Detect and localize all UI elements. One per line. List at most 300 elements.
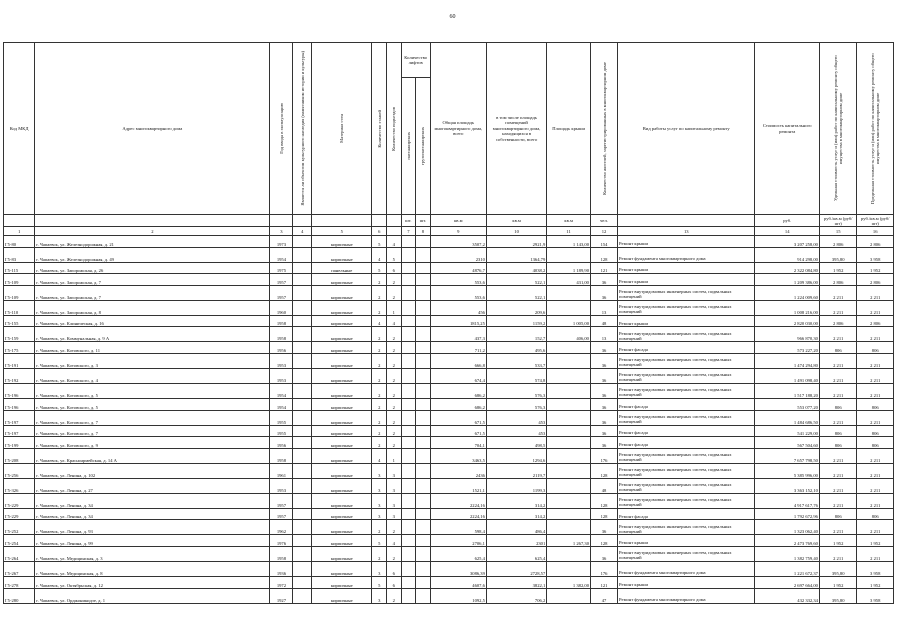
cell-work: Ремонт крыши (618, 262, 755, 274)
cell-address: г. Чапаевск, ул. Железнодорожная, д. 49 (35, 247, 270, 262)
cell-year: 1953 (270, 368, 293, 383)
cell-area-premises: 625,4 (486, 546, 546, 561)
cell-limit-cost: 2 806 (857, 315, 894, 327)
cell-unit-cost: 806 (819, 437, 856, 449)
table-body (4, 236, 894, 604)
cell-floors: 2 (372, 437, 387, 449)
cell-address: г. Чапаевск, ул. Котовского, д. 3 (35, 353, 270, 368)
cell-area-total: 598,4 (430, 520, 486, 535)
cell-area-premises: 522,1 (486, 285, 546, 300)
cell-code: Г5-80 (4, 236, 35, 248)
column-number: 10 (486, 227, 546, 236)
cell-entrances: 3 (387, 478, 402, 493)
cell-unit-cost: 806 (819, 508, 856, 520)
cell-entrances: 2 (387, 327, 402, 342)
cell-address: г. Чапаевск, ул. Запорожская, д. 7 (35, 274, 270, 286)
cell-residents: 48 (590, 478, 617, 493)
cell-entrances: 2 (387, 520, 402, 535)
cell-lifts-passenger (401, 546, 416, 561)
table-row (4, 342, 894, 354)
cell-work: Ремонт внутридомовых инженерных систем, подвальных помещений (618, 478, 755, 493)
cell-entrances: 3 (387, 493, 402, 508)
cell-code: Г5-199 (4, 437, 35, 449)
cell-area-premises: 453 (486, 410, 546, 425)
column-number: 11 (547, 227, 591, 236)
cell-cost: 2 322 084,80 (755, 262, 820, 274)
cell-unit-cost: 395,80 (819, 588, 856, 603)
cell-heritage (293, 493, 312, 508)
cell-code: Г5-159 (4, 327, 35, 342)
cell-floors: 3 (372, 561, 387, 576)
cell-wall: кирпичные (312, 247, 372, 262)
cell-wall: кирпичные (312, 285, 372, 300)
cell-limit-cost: 2 211 (857, 463, 894, 478)
cell-address: г. Чапаевск, ул. Ленина, д. 27 (35, 478, 270, 493)
header-cost: Стоимость капитального ремонта (755, 43, 820, 215)
cell-floors: 3 (372, 508, 387, 520)
table-row (4, 535, 894, 547)
cell-address: г. Чапаевск, ул. Котовского, д. 4 (35, 368, 270, 383)
cell-work: Ремонт внутридомовых инженерных систем, подвальных помещений (618, 300, 755, 315)
cell-lifts-passenger (401, 520, 416, 535)
cell-year: 1954 (270, 383, 293, 398)
table-row (4, 285, 894, 300)
cell-limit-cost: 806 (857, 342, 894, 354)
cell-heritage (293, 327, 312, 342)
table-row (4, 315, 894, 327)
cell-area-total: 3463,5 (430, 448, 486, 463)
cell-entrances: 2 (387, 398, 402, 410)
cell-residents: 128 (590, 463, 617, 478)
cell-wall: кирпичные (312, 448, 372, 463)
column-number: 12 (590, 227, 617, 236)
cell-year: 1936 (270, 561, 293, 576)
cell-floors: 2 (372, 520, 387, 535)
cell-lifts-cargo (416, 493, 431, 508)
cell-code: Г5-109 (4, 274, 35, 286)
cell-code: Г5-192 (4, 368, 35, 383)
cell-limit-cost: 1 952 (857, 535, 894, 547)
table-row (4, 327, 894, 342)
cell-address: г. Чапаевск, ул. Запорожская, д. 7 (35, 285, 270, 300)
cell-unit-cost: 2 211 (819, 463, 856, 478)
cell-floors: 2 (372, 342, 387, 354)
cell-residents: 36 (590, 368, 617, 383)
cell-floors: 4 (372, 247, 387, 262)
cell-lifts-cargo (416, 463, 431, 478)
column-number: 5 (312, 227, 372, 236)
cell-lifts-cargo (416, 274, 431, 286)
cell-year: 1961 (270, 463, 293, 478)
cell-residents: 36 (590, 410, 617, 425)
cell-cost: 1 221 672,37 (755, 561, 820, 576)
cell-wall: панельные (312, 262, 372, 274)
cell-cost: 5 385 996,00 (755, 463, 820, 478)
cell-heritage (293, 410, 312, 425)
cell-wall: кирпичные (312, 342, 372, 354)
cell-lifts-passenger (401, 353, 416, 368)
cell-work: Ремонт крыши (618, 535, 755, 547)
cell-area-total: 437,3 (430, 327, 486, 342)
cell-work: Ремонт крыши (618, 576, 755, 588)
cell-address: г. Чапаевск, ул. Орджоникидзе, д. 1 (35, 588, 270, 603)
cell-work: Ремонт внутридомовых инженерных систем, подвальных помещений (618, 327, 755, 342)
column-number (387, 227, 402, 236)
column-number: 2 (35, 227, 270, 236)
cell-cost: 966 870,30 (755, 327, 820, 342)
cell-residents: 121 (590, 262, 617, 274)
table-row (4, 561, 894, 576)
cell-work: Ремонт крыши (618, 236, 755, 248)
cell-address: г. Чапаевск, ул. Клиническая, д. 16 (35, 315, 270, 327)
cell-work: Ремонт внутридомовых инженерных систем, подвальных помещений (618, 493, 755, 508)
cell-area-total: 1815,25 (430, 315, 486, 327)
cell-area-premises: 576,3 (486, 383, 546, 398)
cell-entrances: 2 (387, 353, 402, 368)
cell-cost: 1 224 009,60 (755, 285, 820, 300)
cell-year: 1953 (270, 478, 293, 493)
cell-unit-cost: 806 (819, 425, 856, 437)
cell-work: Ремонт внутридомовых инженерных систем, подвальных помещений (618, 410, 755, 425)
cell-area-total: 4876,7 (430, 262, 486, 274)
cell-work: Ремонт внутридомовых инженерных систем, подвальных помещений (618, 368, 755, 383)
cell-unit-cost: 2 211 (819, 327, 856, 342)
cell-work: Ремонт внутридомовых инженерных систем, подвальных помещений (618, 353, 755, 368)
cell-residents: 128 (590, 493, 617, 508)
cell-heritage (293, 576, 312, 588)
page-number: 60 (449, 14, 456, 20)
cell-residents: 13 (590, 300, 617, 315)
cell-floors: 3 (372, 463, 387, 478)
table-row (4, 463, 894, 478)
table-row (4, 437, 894, 449)
table-row (4, 546, 894, 561)
cell-work: Ремонт крыши (618, 274, 755, 286)
table-row (4, 508, 894, 520)
cell-area-roof (547, 300, 591, 315)
cell-wall: кирпичные (312, 437, 372, 449)
cell-work: Ремонт фундамента многоквартирного дома (618, 588, 755, 603)
cell-code: Г5-175 (4, 342, 35, 354)
header-wall: Материал стен (312, 43, 372, 215)
cell-lifts-cargo (416, 508, 431, 520)
cell-floors: 5 (372, 535, 387, 547)
cell-area-total: 686,2 (430, 398, 486, 410)
cell-area-premises: 1294,6 (486, 448, 546, 463)
cell-code: Г5-115 (4, 262, 35, 274)
cell-area-total: 2310 (430, 247, 486, 262)
cell-heritage (293, 342, 312, 354)
cell-unit-cost: 2 806 (819, 315, 856, 327)
cell-entrances: 3 (387, 508, 402, 520)
cell-heritage (293, 588, 312, 603)
cell-floors: 4 (372, 315, 387, 327)
cell-area-total: 625,4 (430, 546, 486, 561)
cell-lifts-cargo (416, 448, 431, 463)
cell-limit-cost: 2 211 (857, 285, 894, 300)
cell-unit-cost: 806 (819, 342, 856, 354)
cell-lifts-passenger (401, 327, 416, 342)
cell-unit-cost: 1 952 (819, 576, 856, 588)
cell-work: Ремонт фасада (618, 342, 755, 354)
cell-year: 1953 (270, 353, 293, 368)
cell-entrances: 6 (387, 561, 402, 576)
cell-heritage (293, 398, 312, 410)
cell-code: Г5-155 (4, 315, 35, 327)
cell-floors: 2 (372, 327, 387, 342)
cell-floors: 2 (372, 425, 387, 437)
cell-year: 1957 (270, 285, 293, 300)
cell-address: г. Чапаевск, ул. Железнодорожная, д. 21 (35, 236, 270, 248)
table-row (4, 236, 894, 248)
cell-heritage (293, 508, 312, 520)
cell-area-roof (547, 353, 591, 368)
cell-work: Ремонт внутридомовых инженерных систем, подвальных помещений (618, 448, 755, 463)
cell-floors: 2 (372, 300, 387, 315)
cell-lifts-cargo (416, 520, 431, 535)
header-heritage: Является ли объектом культурного наследия (памятником истории и культуры) (293, 43, 312, 215)
cell-area-roof: 431,00 (547, 274, 591, 286)
table-row (4, 493, 894, 508)
cell-area-premises: 1159,2 (486, 315, 546, 327)
cell-lifts-passenger (401, 236, 416, 248)
cell-area-roof (547, 508, 591, 520)
cell-area-premises: 4038,2 (486, 262, 546, 274)
cell-wall: кирпичные (312, 576, 372, 588)
cell-address: г. Чапаевск, ул. Ленина, д. 102 (35, 463, 270, 478)
cell-area-roof: 406,00 (547, 327, 591, 342)
cell-limit-cost: 2 806 (857, 236, 894, 248)
column-number: 6 (372, 227, 387, 236)
header-lifts-cargo: грузопассажирских (416, 78, 431, 215)
cell-limit-cost: 2 211 (857, 448, 894, 463)
column-number: 3 (270, 227, 293, 236)
cell-entrances: 2 (387, 383, 402, 398)
cell-floors: 5 (372, 576, 387, 588)
cell-unit-cost: 2 211 (819, 493, 856, 508)
cell-floors: 5 (372, 262, 387, 274)
cell-cost: 4 917 617,76 (755, 493, 820, 508)
cell-residents: 36 (590, 425, 617, 437)
cell-area-premises: 453 (486, 425, 546, 437)
table-row (4, 478, 894, 493)
cell-area-premises: 495,6 (486, 342, 546, 354)
cell-residents: 47 (590, 588, 617, 603)
cell-area-roof (547, 342, 591, 354)
cell-residents: 36 (590, 383, 617, 398)
cell-area-total: 704,1 (430, 437, 486, 449)
cell-lifts-cargo (416, 315, 431, 327)
cell-heritage (293, 315, 312, 327)
cell-lifts-cargo (416, 588, 431, 603)
cell-work: Ремонт внутридомовых инженерных систем, подвальных помещений (618, 463, 755, 478)
cell-area-premises: 3822,1 (486, 576, 546, 588)
cell-lifts-passenger (401, 300, 416, 315)
header-address: Адрес многоквартирного дома (35, 43, 270, 215)
cell-floors: 3 (372, 493, 387, 508)
table-row (4, 410, 894, 425)
cell-lifts-passenger (401, 576, 416, 588)
cell-year: 1957 (270, 274, 293, 286)
cell-area-premises: 2921,9 (486, 236, 546, 248)
cell-unit-cost: 806 (819, 398, 856, 410)
cell-lifts-passenger (401, 535, 416, 547)
cell-area-roof: 1 267,30 (547, 535, 591, 547)
cell-address: г. Чапаевск, ул. Котовского, д. 9 (35, 437, 270, 449)
cell-residents: 176 (590, 561, 617, 576)
cell-area-roof: 1 143,00 (547, 236, 591, 248)
cell-lifts-cargo (416, 383, 431, 398)
cell-heritage (293, 535, 312, 547)
cell-limit-cost: 3 958 (857, 561, 894, 576)
header-floors: Количество этажей (372, 43, 387, 215)
cell-heritage (293, 285, 312, 300)
cell-area-total: 2436 (430, 463, 486, 478)
cell-area-premises: 522,1 (486, 274, 546, 286)
cell-limit-cost: 1 952 (857, 576, 894, 588)
cell-year: 1927 (270, 588, 293, 603)
cell-code: Г5-191 (4, 353, 35, 368)
cell-year: 1955 (270, 410, 293, 425)
cell-entrances: 2 (387, 342, 402, 354)
cell-cost: 1 382 759,40 (755, 546, 820, 561)
cell-cost: 567 504,60 (755, 437, 820, 449)
cell-limit-cost: 806 (857, 437, 894, 449)
cell-residents: 128 (590, 508, 617, 520)
cell-unit-cost: 2 211 (819, 383, 856, 398)
cell-year: 1973 (270, 236, 293, 248)
cell-floors: 3 (372, 588, 387, 603)
cell-year: 1954 (270, 398, 293, 410)
cell-area-roof (547, 425, 591, 437)
cell-heritage (293, 463, 312, 478)
cell-entrances: 2 (387, 410, 402, 425)
cell-address: г. Чапаевск, ул. Котовского, д. 5 (35, 383, 270, 398)
cell-residents: 13 (590, 327, 617, 342)
cell-entrances: 3 (387, 463, 402, 478)
cell-code: Г5-229 (4, 493, 35, 508)
cell-lifts-cargo (416, 437, 431, 449)
cell-year: 1955 (270, 425, 293, 437)
cell-residents: 36 (590, 546, 617, 561)
cell-heritage (293, 383, 312, 398)
cell-unit-cost: 2 211 (819, 353, 856, 368)
column-number: 7 (401, 227, 416, 236)
cell-heritage (293, 300, 312, 315)
cell-lifts-cargo (416, 368, 431, 383)
table-row (4, 300, 894, 315)
cell-area-roof (547, 493, 591, 508)
cell-floors: 5 (372, 236, 387, 248)
cell-residents: 36 (590, 353, 617, 368)
cell-lifts-passenger (401, 588, 416, 603)
cell-wall: кирпичные (312, 315, 372, 327)
cell-heritage (293, 437, 312, 449)
cell-limit-cost: 2 211 (857, 300, 894, 315)
cell-residents: 176 (590, 448, 617, 463)
cell-wall: кирпичные (312, 520, 372, 535)
cell-entrances: 2 (387, 285, 402, 300)
cell-unit-cost: 1 952 (819, 262, 856, 274)
cell-lifts-cargo (416, 300, 431, 315)
cell-heritage (293, 478, 312, 493)
cell-wall: кирпичные (312, 368, 372, 383)
cell-area-total: 686,2 (430, 383, 486, 398)
header-lifts-passenger: пассажирских (401, 78, 416, 215)
cell-limit-cost: 2 211 (857, 353, 894, 368)
cell-entrances: 1 (387, 448, 402, 463)
cell-area-total: 671,5 (430, 410, 486, 425)
cell-heritage (293, 368, 312, 383)
cell-wall: кирпичные (312, 398, 372, 410)
cell-area-total: 666,8 (430, 353, 486, 368)
cell-residents: 128 (590, 535, 617, 547)
column-number: 15 (819, 227, 856, 236)
table-row (4, 368, 894, 383)
cell-residents: 36 (590, 437, 617, 449)
cell-area-total: 4607,6 (430, 576, 486, 588)
cell-lifts-passenger (401, 368, 416, 383)
cell-year: 1958 (270, 448, 293, 463)
cell-address: г. Чапаевск, ул. Медицинская, д. 3 (35, 546, 270, 561)
cell-area-premises: 574,8 (486, 368, 546, 383)
header-unit-cost: Удельная стоимость услуг и (или) работ по капитальному ремонту общего имущества в многоквартирном доме (819, 43, 856, 215)
cell-limit-cost: 2 211 (857, 546, 894, 561)
cell-lifts-cargo (416, 425, 431, 437)
header-limit-cost: Предельная стоимость услуг и (или) работ по капитальному ремонту общего имущества в многоквартирном доме (857, 43, 894, 215)
cell-residents: 36 (590, 342, 617, 354)
cell-year: 1962 (270, 520, 293, 535)
cell-code: Г5-252 (4, 520, 35, 535)
cell-wall: кирпичные (312, 508, 372, 520)
cell-unit-cost: 2 806 (819, 236, 856, 248)
cell-year: 1956 (270, 342, 293, 354)
cell-entrances: 2 (387, 274, 402, 286)
cell-address: г. Чапаевск, ул. Запорожская, д. 26 (35, 262, 270, 274)
header-work: Вид работы услуг по капитальному ремонту (618, 43, 755, 215)
cell-wall: кирпичные (312, 236, 372, 248)
cell-limit-cost: 3 958 (857, 247, 894, 262)
cell-lifts-passenger (401, 274, 416, 286)
cell-area-roof: 1 382,00 (547, 576, 591, 588)
cell-area-premises: 314,2 (486, 493, 546, 508)
cell-cost: 1 517 188,20 (755, 383, 820, 398)
cell-area-premises: 2728,57 (486, 561, 546, 576)
cell-entrances: 6 (387, 262, 402, 274)
table-row (4, 247, 894, 262)
cell-code: Г5-196 (4, 383, 35, 398)
cell-unit-cost: 2 806 (819, 274, 856, 286)
cell-lifts-cargo (416, 478, 431, 493)
cell-limit-cost: 806 (857, 425, 894, 437)
cell-year: 1958 (270, 315, 293, 327)
cell-floors: 2 (372, 383, 387, 398)
cell-code: Г5-196 (4, 398, 35, 410)
header-residents: Количество жителей, зарегистрированных в многоквартирном доме (590, 43, 617, 215)
cell-cost: 2 473 769,60 (755, 535, 820, 547)
cell-wall: кирпичные (312, 327, 372, 342)
cell-heritage (293, 274, 312, 286)
cell-wall: кирпичные (312, 425, 372, 437)
cell-heritage (293, 247, 312, 262)
cell-limit-cost: 2 211 (857, 493, 894, 508)
cell-entrances: 2 (387, 546, 402, 561)
cell-lifts-passenger (401, 285, 416, 300)
cell-residents: 128 (590, 247, 617, 262)
cell-wall: кирпичные (312, 478, 372, 493)
cell-work: Ремонт фасада (618, 425, 755, 437)
cell-address: г. Чапаевск, ул. Котовского, д. 7 (35, 410, 270, 425)
